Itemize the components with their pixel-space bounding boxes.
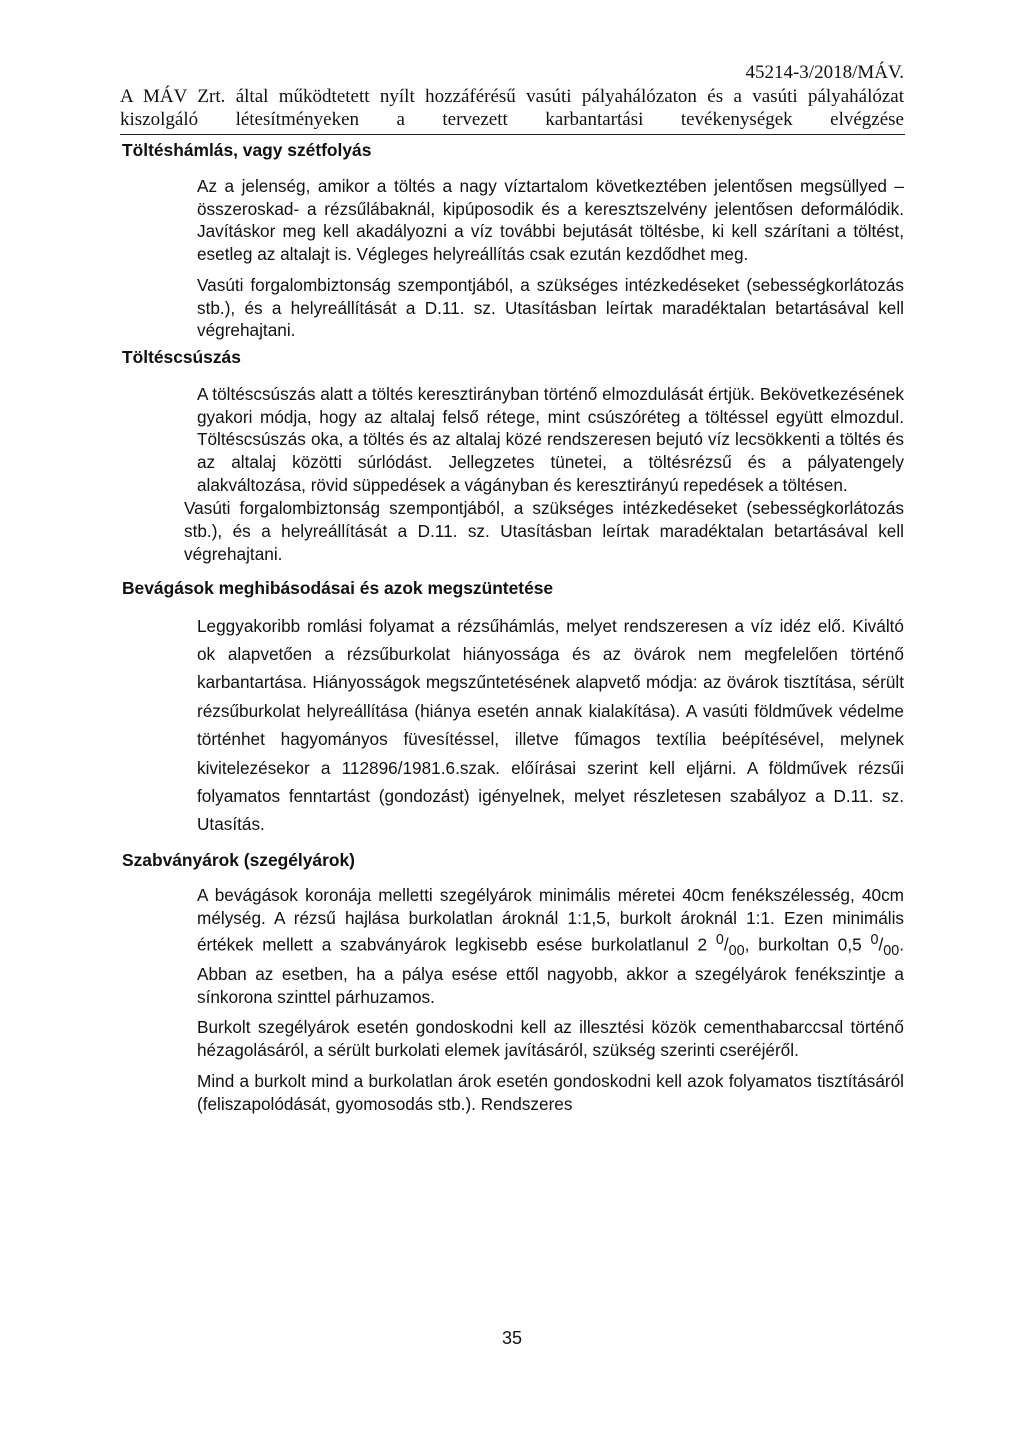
- paragraph-tolteshamlas-safety: Vasúti forgalombiztonság szempontjából, a szükséges intézkedéseket (sebességkorlátozás stb.), és a helyreállítását a D.11. sz. Utasításban leírtak maradéktalan betartásával kell végrehajtani.: [197, 274, 904, 341]
- paragraph-toltescsuszas-safety: Vasúti forgalombiztonság szempontjából, a szükséges intézkedéseket (sebességkorlátozás stb.), és a helyreállítását a D.11. sz. Utasításban leírtak maradéktalan betartásával kell végrehajtani.: [184, 498, 904, 564]
- paragraph-szabvanyarok-burkolt: Burkolt szegélyárok esetén gondoskodni kell az illesztési közök cementhabarccsal történő hézagolásáról, a sérült burkolati elemek javításáról, szükség szerinti cseréjéről.: [197, 1017, 904, 1061]
- page-number: 35: [501, 1328, 523, 1348]
- section-heading-toltescsuszas: Töltéscsúszás: [122, 346, 241, 367]
- permille-superscript: 0: [715, 932, 724, 949]
- paragraph-tolteshamlas-description: Az a jelenség, amikor a töltés a nagy víztartalom következtében jelentősen megsüllyed –összeroskad- a rézsűlábaknál, kipúposodik és a keresztszelvény jelentősen deformálódik. Javításkor meg kell akadályozni a víz további bejutását töltésbe, ki kell szárítani a töltést, esetleg az altalajt is. Végleges helyreállítás csak ezután kezdődhet meg.: [197, 176, 904, 265]
- section-heading-bevagasok: Bevágások meghibásodásai és azok megszüntetése: [122, 577, 554, 598]
- permille-superscript: 0: [870, 932, 879, 949]
- paragraph-text: . Abban az esetben, ha a pálya esése ettől nagyobb, akkor a szegélyárok fenékszintje a sínkorona szinttel párhuzamos.: [197, 934, 905, 1007]
- paragraph-szabvanyarok-dimensions: [197, 884, 904, 1009]
- paragraph-text: , burkoltan 0,5: [744, 934, 871, 955]
- permille-subscript: 00: [728, 943, 745, 960]
- page-content: [122, 138, 904, 1115]
- paragraph-szabvanyarok-tisztitas: Mind a burkolt mind a burkolatlan árok esetén gondoskodni kell azok folyamatos tisztításáról (feliszapolódását, gyomosodás stb.). Rendszeres: [197, 1070, 904, 1114]
- paragraph-bevagasok-description: Leggyakoribb romlási folyamat a rézsűhámlás, melyet rendszeresen a víz idéz elő. Kiváltó ok alapvetően a rézsűburkolat hiányossága és az övárok nem megfelelően történő karbantartása. Hiányosságok megszűntetésének alapvető módja: az övárok tisztítása, sérült rézsűburkolat helyreállítása (hiánya esetén annak kialakítása). A vasúti földművek védelme történhet hagyományos füvesítéssel, illetve fűmagos textília beépítésével, melynek kivitelezésekor a 112896/1981.6.szak. előírásai szerint kell eljárni. A földművek rézsűi folyamatos fenntartást (gondozást) igényelnek, melyet részletesen szabályoz a D.11. sz. Utasítás.: [197, 615, 904, 835]
- paragraph-text: A bevágások koronája melletti szegélyárok minimális méretei 40cm fenékszélesség, 40cm mélység. A rézsű hajlása burkolatlan ároknál 1:1,5, burkolt ároknál 1:1. Ezen minimális értékek mellett a szabványárok legkisebb esése burkolatlanul 2: [197, 884, 904, 955]
- header-divider: [120, 134, 905, 135]
- document-reference: 45214-3/2018/MÁV.: [745, 62, 904, 83]
- paragraph-toltescsuszas-description: A töltéscsúszás alatt a töltés keresztirányban történő elmozdulását értjük. Bekövetkezésének gyakori módja, hogy az altalaj felső rétege, mint csúszóréteg a töltéssel együtt elmozdul. Töltéscsúszás oka, a töltés és az altalaj közé rendszeresen bejutó víz lecsökkenti a töltés és az altalaj közötti súrlódást. Jellegzetes tünetei, a töltésrézsű és a pályatengely alakváltozása, rövid süppedések a vágányban és keresztirányú repedések a töltésen.: [197, 383, 904, 495]
- section-heading-tolteshamlas: Töltéshámlás, vagy szétfolyás: [122, 140, 372, 160]
- section-heading-szabvanyarok: Szabványárok (szegélyárok): [122, 849, 355, 870]
- permille-slash: /: [723, 934, 729, 955]
- header-title-line-1: A MÁV Zrt. által működtetett nyílt hozzáférésű vasúti pályahálózaton és a vasúti pályahálózat: [120, 86, 904, 107]
- permille-subscript: 00: [883, 943, 900, 960]
- header-title-line-2: kiszolgáló létesítményeken a tervezett karbantartási tevékenységek elvégzése: [120, 109, 904, 130]
- permille-slash: /: [878, 934, 884, 955]
